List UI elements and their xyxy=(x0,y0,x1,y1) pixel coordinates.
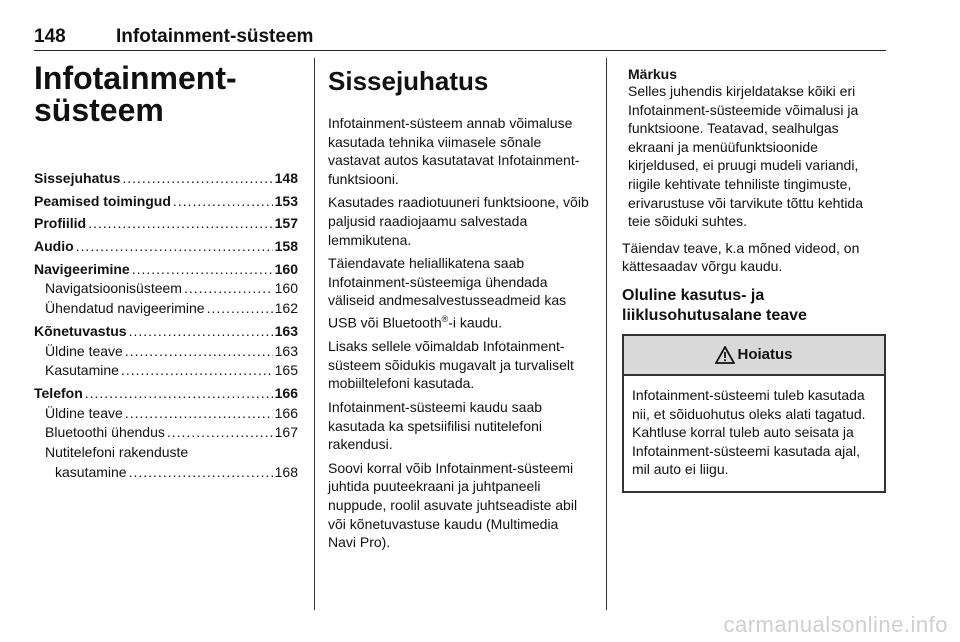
safety-heading-line: Oluline kasutus- ja xyxy=(622,286,765,304)
warning-header xyxy=(624,336,884,376)
table-of-contents xyxy=(34,170,298,483)
toc-leader-dots xyxy=(207,300,273,316)
toc-label: kasutamine xyxy=(55,463,127,480)
registered-mark: ® xyxy=(441,313,449,324)
toc-entry[interactable] xyxy=(34,323,298,343)
toc-entry[interactable] xyxy=(34,424,298,444)
toc-leader-dots xyxy=(184,280,273,296)
toc-label: Nutitelefoni rakenduste xyxy=(45,443,189,460)
toc-leader-dots xyxy=(167,424,273,440)
toc-entry[interactable] xyxy=(34,343,298,363)
warning-text: Infotainment-süsteemi tuleb kasutada nii, et sõiduohutus oleks alati tagatud. Kahtluse korral tuleb auto seisata ja Infotainment-süsteemi kasutada ajal, mil auto ei liigu. xyxy=(632,386,866,478)
running-title: Infotainment-süsteem xyxy=(116,26,314,47)
header-rule xyxy=(34,50,886,51)
toc-label: Telefon xyxy=(34,384,83,401)
toc-page-number: 158 xyxy=(274,238,298,255)
toc-leader-dots xyxy=(121,362,273,378)
paragraph: Infotainment-süsteemi kaudu saab kasutada ka spetsiifilisi nutitelefoni rakendusi. xyxy=(328,398,543,453)
toc-entry[interactable] xyxy=(34,464,298,484)
toc-entry[interactable] xyxy=(34,385,298,405)
toc-label: Üldine teave xyxy=(45,342,123,359)
toc-leader-dots xyxy=(125,405,273,421)
toc-entry[interactable] xyxy=(34,405,298,425)
toc-page-number: 160 xyxy=(274,280,298,297)
toc-label: Profiilid xyxy=(34,215,87,232)
warning-box xyxy=(622,334,886,493)
toc-leader-dots xyxy=(173,193,273,209)
paragraph-text: -i kaudu. xyxy=(448,314,502,331)
column-divider xyxy=(314,58,315,610)
toc-page-number: 148 xyxy=(274,170,298,186)
toc-entry[interactable] xyxy=(34,193,298,213)
paragraph: Soovi korral võib Infotainment-süsteemi juhtida puuteekraani ja juhtpaneeli nuppude, roolil asuvate juhtseadiste abil või kõnetuvastuse kaudu (Multimedia Navi Pro). xyxy=(328,459,578,551)
toc-page-number: 163 xyxy=(274,322,298,339)
section-title: Sissejuhatus xyxy=(328,66,489,96)
paragraph: Lisaks sellele võimaldab Infotainment-süsteem sõidukis mugavalt ja turvaliselt mobiiltelefoni kasutada. xyxy=(328,338,574,392)
column-divider xyxy=(606,58,607,610)
toc-leader-dots xyxy=(88,215,273,231)
paragraph xyxy=(328,254,590,332)
toc-page-number: 153 xyxy=(274,192,298,209)
watermark: carmanualsonline.info xyxy=(723,612,948,637)
toc-leader-dots xyxy=(132,261,273,277)
paragraph-text: Täiendavate heliallikatena saab Infotainment-süsteemiga ühendada väliseid andmesalvestusseadmeid kas USB või Bluetooth xyxy=(328,255,567,331)
page-header xyxy=(34,26,886,52)
chapter-title-line: süsteem xyxy=(34,92,164,128)
toc-page-number: 166 xyxy=(274,404,298,421)
toc-entry[interactable] xyxy=(34,280,298,300)
toc-page-number: 160 xyxy=(274,260,298,277)
chapter-title-line: Infotainment- xyxy=(34,60,237,96)
toc-leader-dots xyxy=(122,170,272,186)
toc-entry[interactable] xyxy=(34,238,298,258)
toc-page-number: 157 xyxy=(274,215,298,232)
toc-leader-dots xyxy=(129,323,273,339)
toc-label: Kõnetuvastus xyxy=(34,322,127,339)
toc-label: Sissejuhatus xyxy=(34,170,121,186)
toc-label: Kasutamine xyxy=(45,362,119,379)
notes-column xyxy=(622,60,886,493)
safety-heading xyxy=(622,286,886,326)
toc-leader-dots xyxy=(129,464,273,480)
paragraph: Kasutades raadiotuuneri funktsioone, võib paljusid raadiojaamu salvestada lemmikutena. xyxy=(328,194,589,248)
toc-label: Navigatsioonisüsteem xyxy=(45,280,182,297)
toc-page-number: 165 xyxy=(274,362,298,379)
toc-entry[interactable] xyxy=(34,362,298,382)
toc-label: Peamised toimingud xyxy=(34,192,171,209)
toc-entry[interactable] xyxy=(34,261,298,281)
note-text: Selles juhendis kirjeldatakse kõiki eri Infotainment-süsteemide võimalusi ja funktsioone. Teatavad, sealhulgas ekraani ja menüüfunktsioonide kirjeldused, ei pruugi mudeli variandi, riigile kehtivate tehniliste tingimuste, erivarustuse või tarvikute tõttu kehtida teie sõiduki suhtes. xyxy=(628,83,864,230)
toc-entry[interactable] xyxy=(34,170,298,190)
toc-label: Bluetoothi ühendus xyxy=(45,424,165,441)
toc-page-number: 166 xyxy=(274,384,298,401)
toc-label: Audio xyxy=(34,238,74,255)
toc-entry[interactable] xyxy=(34,444,298,464)
safety-heading-line: liiklusohutusalane teave xyxy=(622,306,807,324)
toc-label: Navigeerimine xyxy=(34,260,130,277)
note-title: Märkus xyxy=(628,66,678,82)
toc-label: Üldine teave xyxy=(45,404,123,421)
paragraph: Täiendav teave, k.a mõned videod, on kättesaadav võrgu kaudu. xyxy=(622,239,860,275)
toc-page-number: 162 xyxy=(274,300,298,317)
intro-column xyxy=(328,60,590,557)
warning-triangle-icon xyxy=(715,346,735,364)
toc-page-number: 167 xyxy=(274,424,298,441)
chapter-title xyxy=(34,62,298,126)
paragraph: Infotainment-süsteem annab võimaluse kasutada tehnika viimasele sõnale vastavat autos kasutatavat Infotainment-funktsiooni. xyxy=(328,115,580,187)
page-number: 148 xyxy=(34,26,66,47)
toc-label: Ühendatud navigeerimine xyxy=(45,300,205,317)
toc-entry[interactable] xyxy=(34,300,298,320)
chapter-column xyxy=(34,60,298,483)
toc-leader-dots xyxy=(85,385,273,401)
toc-leader-dots xyxy=(125,343,273,359)
toc-entry[interactable] xyxy=(34,215,298,235)
warning-label: Hoiatus xyxy=(737,346,793,364)
toc-page-number: 168 xyxy=(274,463,298,480)
toc-leader-dots xyxy=(76,238,273,254)
toc-page-number: 163 xyxy=(274,342,298,359)
